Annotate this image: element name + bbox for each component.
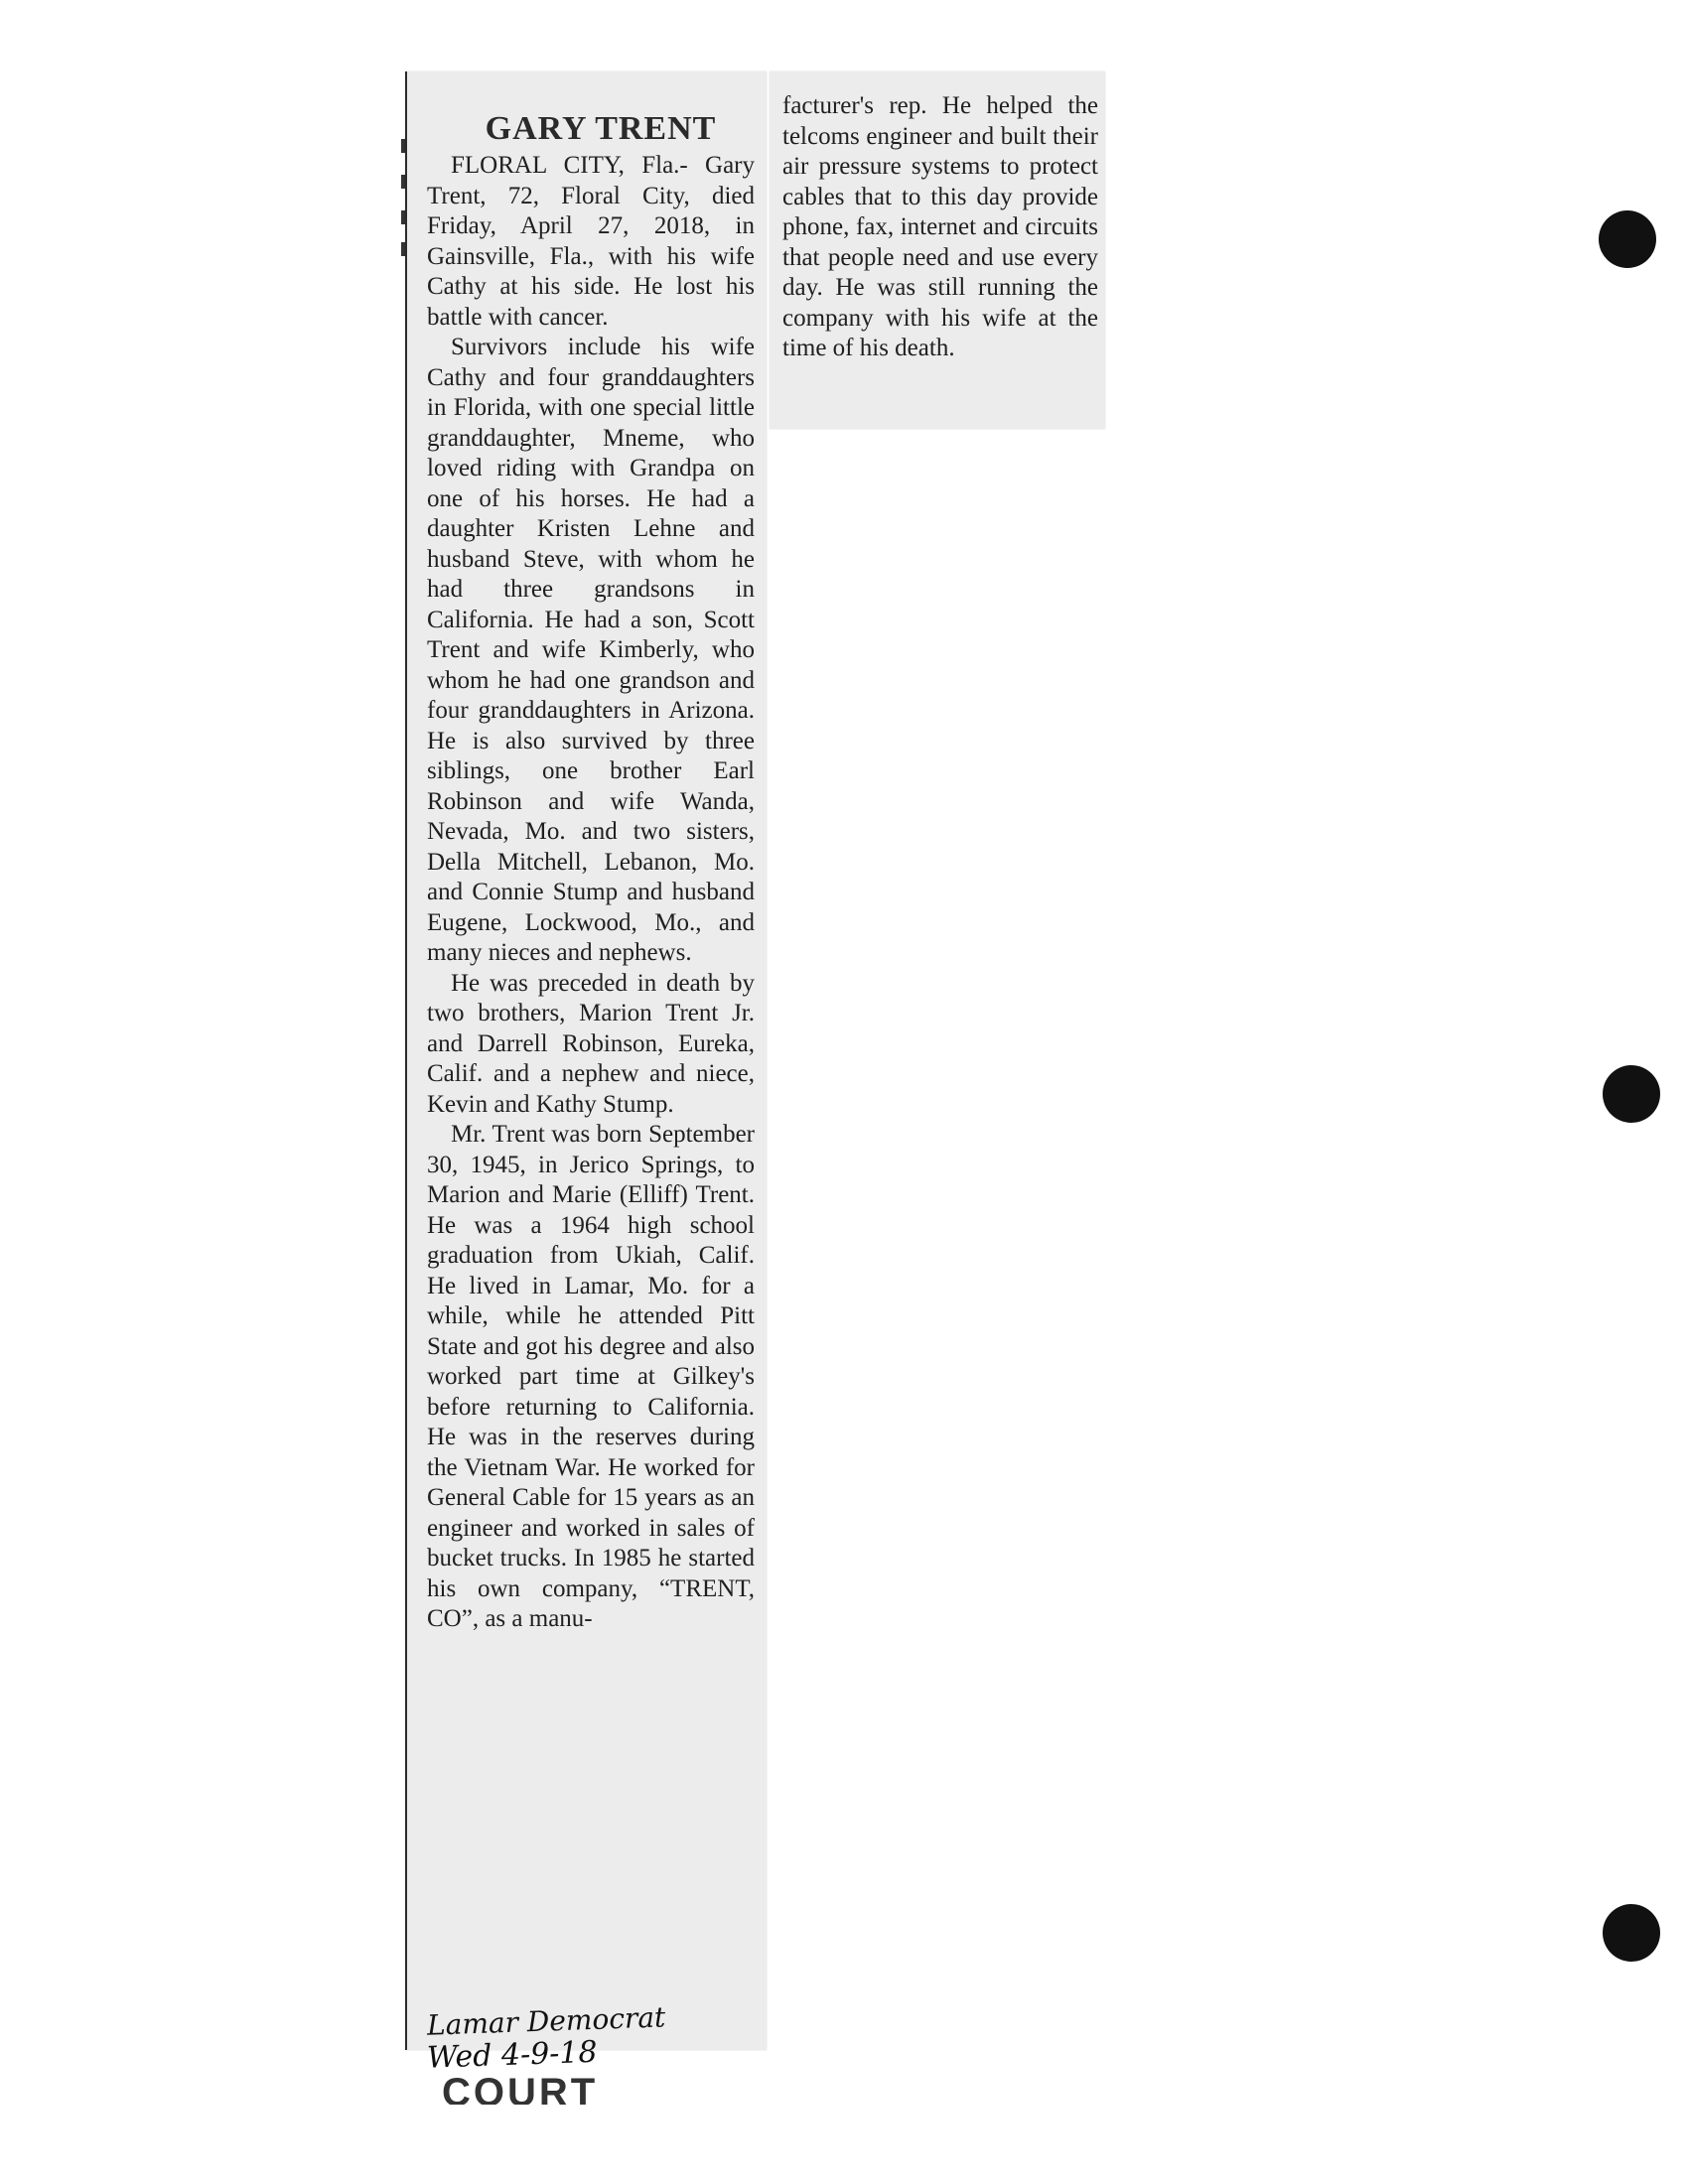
binder-hole-top — [1599, 210, 1656, 268]
handwritten-source-note: Lamar Democrat — [426, 2000, 666, 2042]
obituary-left-column — [427, 151, 755, 1997]
obituary-paragraph: Survivors include his wife Cathy and four granddaughters in Florida, with one special little granddaughter, Mneme, who loved riding with Grandpa on one of his horses. He had a daughter Kristen Lehne and husband Steve, with whom he had three grandsons in California. He had a son, Scott Trent and wife Kimberly, who whom he had one grandson and four granddaughters in Arizona. He is also survived by three siblings, one brother Earl Robinson and wife Wanda, Nevada, Mo. and two sisters, Della Mitchell, Lebanon, Mo. and Connie Stump and husband Eugene, Lockwood, Mo., and many nieces and nephews. — [427, 334, 755, 966]
obituary-paragraph: Mr. Trent was born September 30, 1945, in Jerico Springs, to Marion and Marie (Elliff) Trent. He was a 1964 high school graduation from Ukiah, Calif. He lived in Lamar, Mo. for a while, while he attended Pitt State and got his degree and also worked part time at Gilkey's before returning to California. He was in the reserves during the Vietnam War. He worked for General Cable for 15 years as an engineer and worked in sales of bucket trucks. In 1985 he started his own company, “TRENT, CO”, as a manu- — [427, 1121, 755, 1632]
obituary-title: GARY TRENT — [485, 109, 717, 147]
obituary-paragraph: He was preceded in death by two brothers, Marion Trent Jr. and Darrell Robinson, Eureka, Calif. and a nephew and niece, Kevin and Kathy Stump. — [427, 969, 755, 1118]
obituary-right-column — [782, 91, 1098, 429]
obituary-paragraph: facturer's rep. He helped the telcoms engineer and built their air pressure systems to protect cables that to this day provide phone, fax, internet and circuits that people need and use every day. He was still running the company with his wife at the time of his death. — [782, 92, 1098, 361]
cut-off-heading: COURT — [442, 2071, 599, 2105]
binder-hole-middle — [1603, 1065, 1660, 1123]
handwritten-date-note: Wed 4-9-18 — [426, 2034, 599, 2076]
binder-hole-bottom — [1603, 1904, 1660, 1962]
obituary-paragraph: FLORAL CITY, Fla.- Gary Trent, 72, Floral City, died Friday, April 27, 2018, in Gainsville, Fla., with his wife Cathy at his side. He lost his battle with cancer. — [427, 152, 755, 331]
show-through-background — [784, 447, 1162, 2055]
